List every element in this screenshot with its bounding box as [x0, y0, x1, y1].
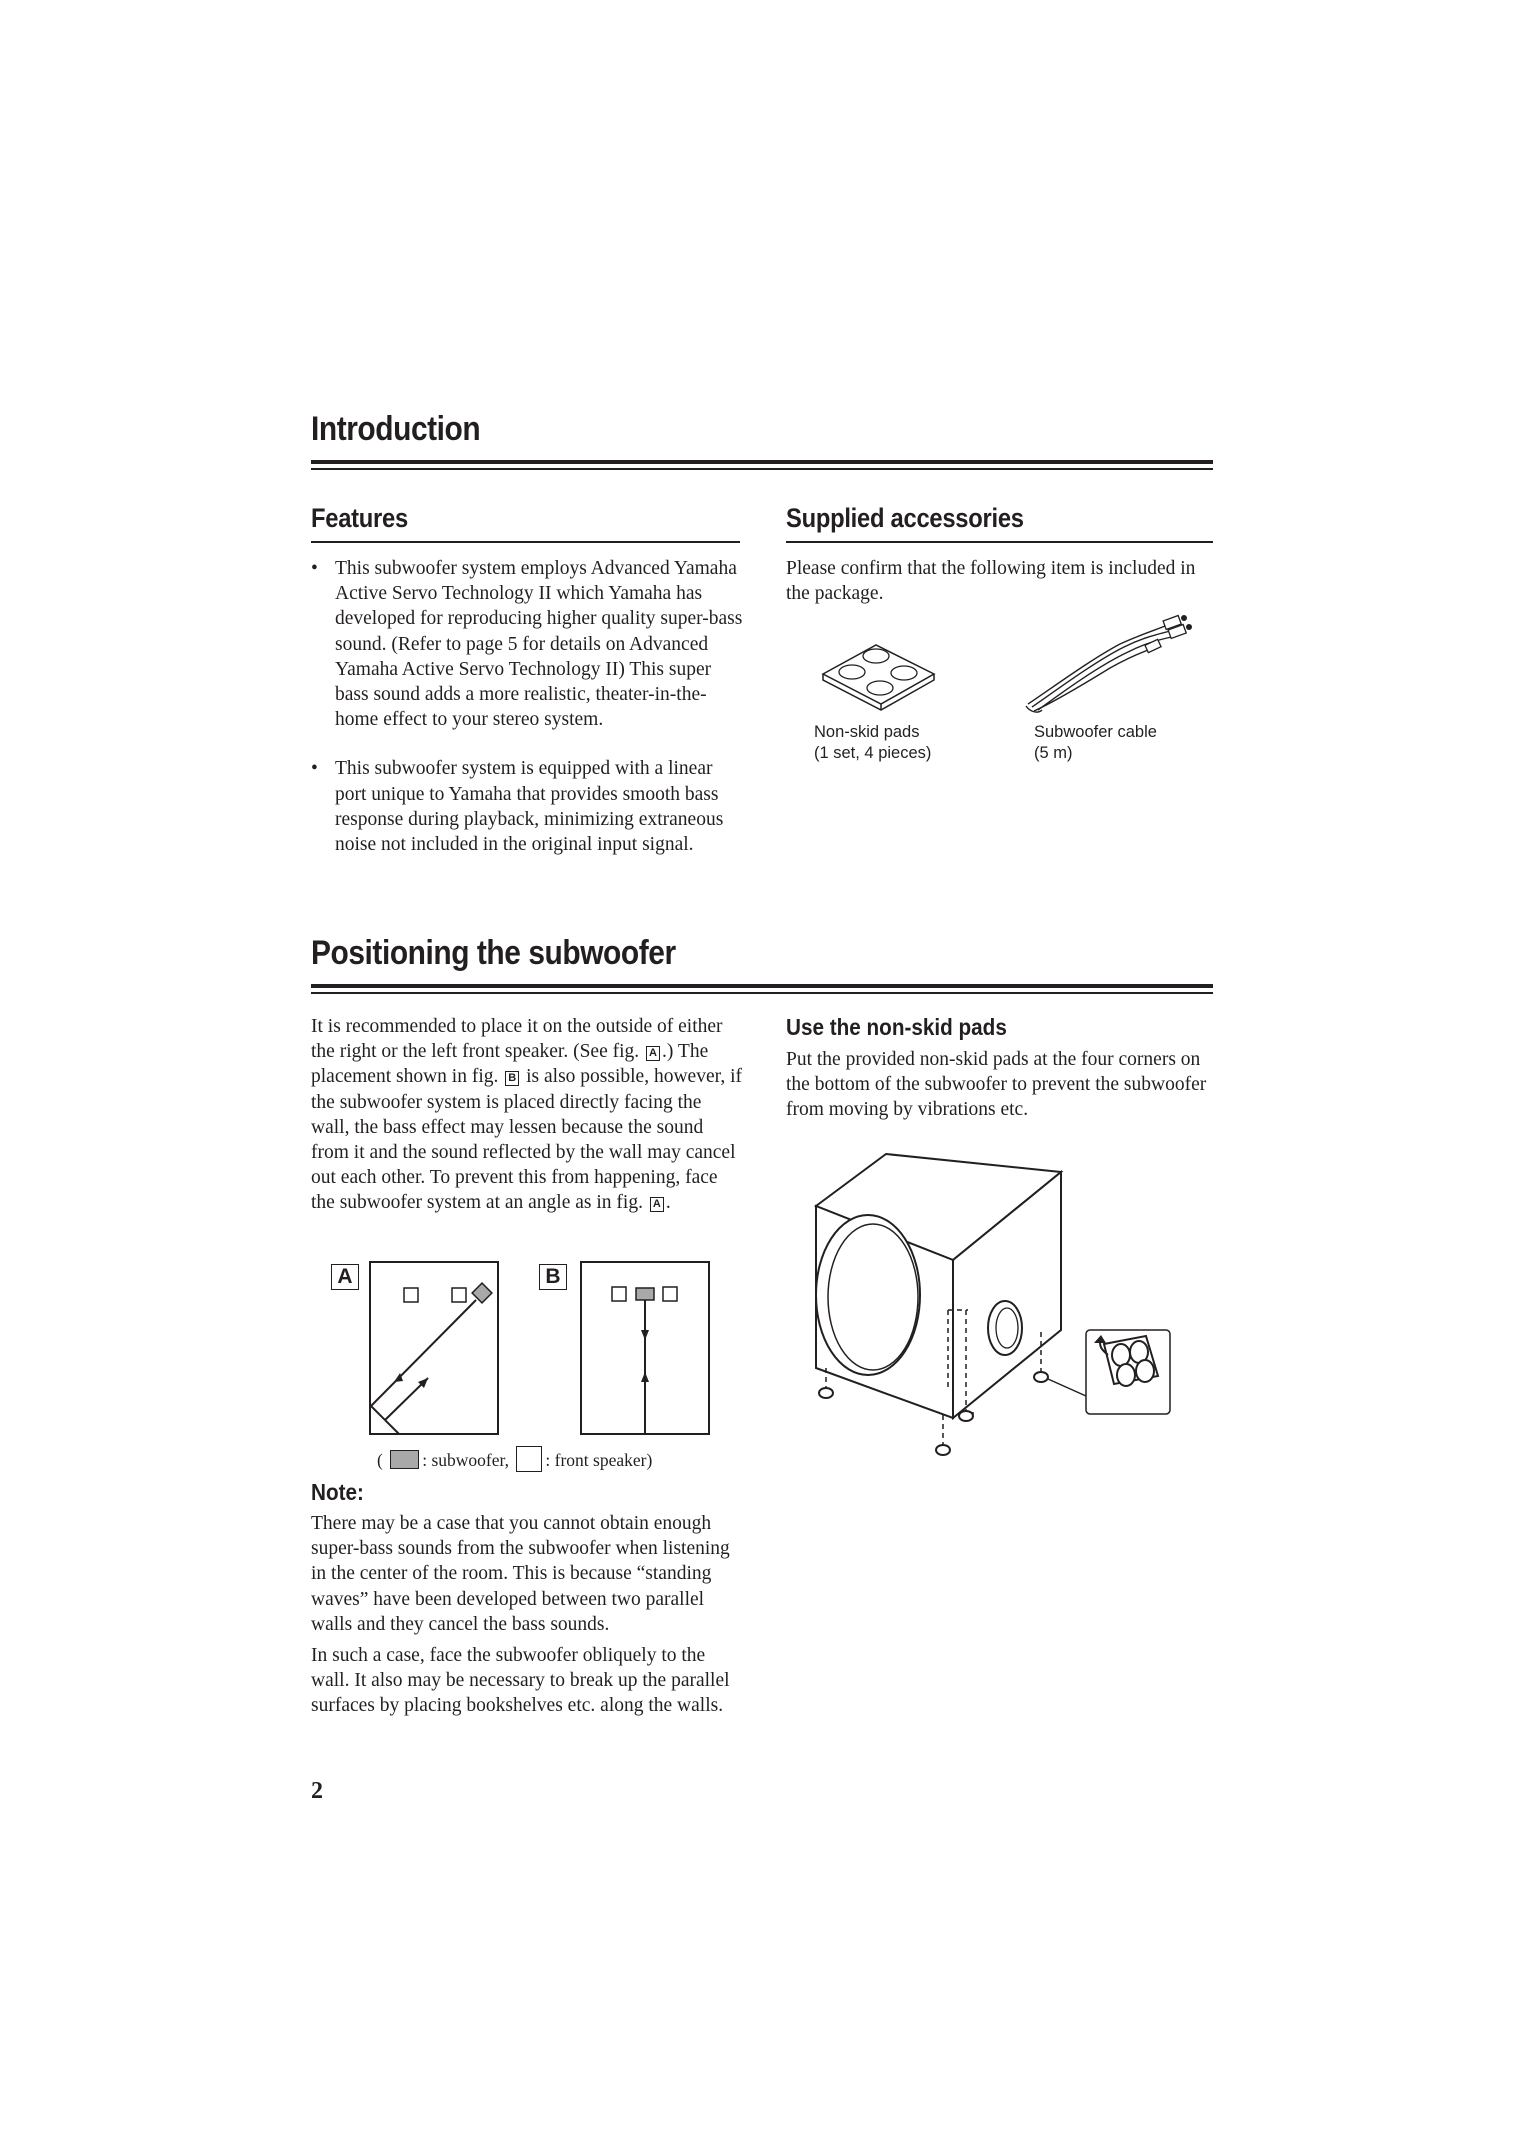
front-speaker-right [663, 1287, 677, 1301]
subwoofer-cable-icon [1024, 612, 1194, 717]
positioning-paragraph [311, 1014, 743, 1216]
accessories-heading: Supplied accessories [786, 503, 1024, 533]
legend-open: ( [377, 1450, 383, 1470]
positioning-text-1: It is recommended to place it on the outside of either the right or the left front speaker. (See fig. [311, 1016, 723, 1063]
accessories-intro: Please confirm that the following item is included in the package. [786, 558, 1196, 605]
non-skid-pads-detail: (1 set, 4 pieces) [814, 744, 932, 762]
subwoofer-illustration [808, 1150, 1173, 1465]
front-speaker-left [612, 1287, 626, 1301]
subwoofer-cable-caption [1034, 722, 1157, 764]
front-speaker-left [404, 1288, 418, 1302]
fig-b-ref: B [505, 1071, 519, 1086]
note-heading: Note: [311, 1479, 364, 1505]
subwoofer-cable-name: Subwoofer cable [1034, 723, 1157, 741]
features-heading: Features [311, 503, 408, 533]
note-paragraph-1: There may be a case that you cannot obtain enough super-bass sounds from the subwoofer when listening in the center of the room. This is because “standing waves” have been developed between two parallel walls and they cancel the bass sounds. [311, 1513, 730, 1635]
non-skid-pads-name: Non-skid pads [814, 723, 920, 741]
figure-a-label: A [331, 1264, 359, 1290]
front-speaker-right [452, 1288, 466, 1302]
note-paragraph-2: In such a case, face the subwoofer obliquely to the wall. It also may be necessary to break up the parallel surfaces by placing bookshelves etc. along the walls. [311, 1645, 730, 1717]
figure-a-diagram [368, 1260, 503, 1438]
subwoofer-cable-detail: (5 m) [1034, 744, 1073, 762]
positioning-text-4: . [665, 1192, 671, 1214]
positioning-text-2: .) The placement shown in fig. [311, 1041, 709, 1088]
non-skid-pads-icon [818, 640, 938, 720]
figure-b-diagram [579, 1260, 714, 1438]
title-rule [311, 460, 1213, 464]
legend-subwoofer: : subwoofer, [422, 1450, 509, 1470]
positioning-rule [311, 984, 1213, 988]
positioning-heading: Positioning the subwoofer [311, 934, 676, 972]
fig-a-ref: A [646, 1046, 660, 1061]
figure-b-label: B [539, 1264, 567, 1290]
nonskid-text: Put the provided non-skid pads at the four corners on the bottom of the subwoofer to prevent the subwoofer from moving by vibrations etc. [786, 1049, 1207, 1121]
subwoofer-center [636, 1288, 654, 1300]
accessories-rule [786, 541, 1213, 543]
positioning-rule-thin [311, 992, 1213, 994]
legend-front-speaker: : front speaker) [545, 1450, 653, 1470]
page-title: Introduction [311, 410, 481, 448]
features-bullet-2: • This subwoofer system is equipped with a linear port unique to Yamaha that provides smooth bass response during playback, minimizing extraneous noise not included in the original input signal. [311, 756, 743, 857]
fig-a-ref-2: A [650, 1197, 664, 1212]
figure-legend [377, 1446, 652, 1472]
subwoofer-swatch [390, 1450, 419, 1469]
note-body [311, 1511, 743, 1719]
positioning-text-3: is also possible, however, if the subwoofer system is placed directly facing the wall, the bass effect may lessen because the sound from it and the sound reflected by the wall may cancel out each other. To prevent this from happening, face the subwoofer system at an angle as in fig. [311, 1066, 742, 1214]
features-bullet-1: • This subwoofer system employs Advanced Yamaha Active Servo Technology II which Yamaha has developed for reproducing higher quality super-bass sound. (Refer to page 5 for details on Advanced Yamaha Active Servo Technology II) This super bass sound adds a more realistic, theater-in-the-home effect to your stereo system. [311, 556, 743, 732]
title-rule-thin [311, 468, 1213, 470]
page-number: 2 [311, 1778, 323, 1804]
features-rule [311, 541, 740, 543]
non-skid-pads-caption [814, 722, 931, 764]
features-list-wrap [311, 556, 743, 857]
nonskid-heading: Use the non-skid pads [786, 1014, 1007, 1040]
features-list [311, 556, 743, 857]
front-speaker-swatch [516, 1446, 542, 1472]
